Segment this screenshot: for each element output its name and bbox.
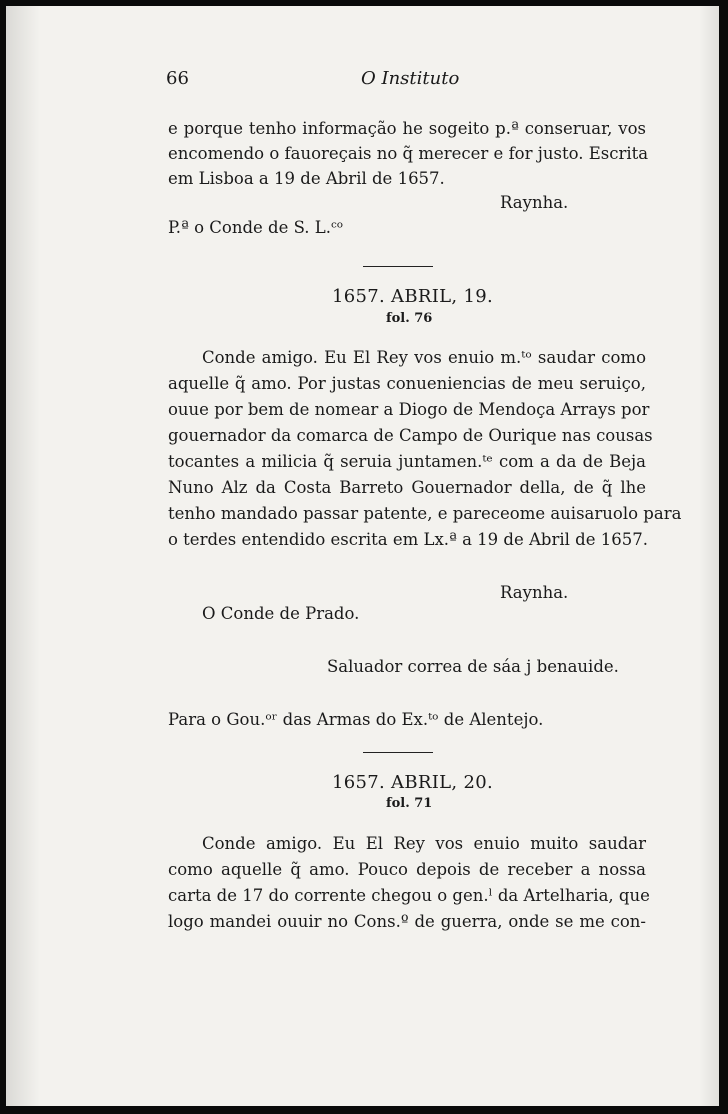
text-line: Conde amigo. Eu El Rey vos enuio m.ᵗᵒ saudar como: [202, 348, 646, 367]
text-line: carta de 17 do corrente chegou o gen.ˡ da Artelharia, que: [168, 886, 650, 905]
folio-reference: fol. 76: [386, 311, 433, 326]
document-page: [6, 6, 719, 1106]
text-line: e porque tenho informação he sogeito p.ª conseruar, vos: [168, 119, 646, 138]
addressee: P.ª o Conde de S. L.ᶜᵒ: [168, 218, 344, 237]
entry-date-heading: 1657. ABRIL, 20.: [332, 772, 493, 793]
folio-reference: fol. 71: [386, 796, 433, 811]
text-line: o terdes entendido escrita em Lx.ª a 19 de Abril de 1657.: [168, 530, 648, 549]
entry-date-heading: 1657. ABRIL, 19.: [332, 286, 493, 307]
addressee: Para o Gou.ᵒʳ das Armas do Ex.ᵗᵒ de Alentejo.: [168, 710, 544, 729]
secretary-signature: Saluador correa de sáa j benauide.: [327, 657, 619, 676]
page-number: 66: [166, 68, 189, 89]
text-line: tocantes a milicia q̃ seruia juntamen.ᵗᵉ com a da de Beja: [168, 452, 646, 471]
text-line: aquelle q̃ amo. Por justas conueniencias de meu seruiço,: [168, 374, 646, 393]
section-divider: [363, 266, 433, 267]
signature: Raynha.: [500, 193, 569, 212]
countersign-name: O Conde de Prado.: [202, 604, 360, 623]
signature: Raynha.: [500, 583, 569, 602]
section-divider: [363, 752, 433, 753]
text-line: em Lisboa a 19 de Abril de 1657.: [168, 169, 445, 188]
text-line: gouernador da comarca de Campo de Ourique nas cousas: [168, 426, 653, 445]
text-line: encomendo o fauoreçais no q̃ merecer e for justo. Escrita: [168, 144, 649, 163]
running-title: O Instituto: [361, 68, 460, 89]
text-line: tenho mandado passar patente, e pareceome auisaruolo para: [168, 504, 682, 523]
text-line: logo mandei ouuir no Cons.º de guerra, onde se me con-: [168, 912, 646, 931]
page-header: [166, 68, 646, 92]
scan-shadow-right: [699, 6, 719, 1106]
text-line: ouue por bem de nomear a Diogo de Mendoça Arrays por: [168, 400, 650, 419]
text-line: Conde amigo. Eu El Rey vos enuio muito saudar: [202, 834, 646, 853]
text-line: Nuno Alz da Costa Barreto Gouernador della, de q̃ lhe: [168, 478, 646, 497]
scan-shadow-left: [6, 6, 40, 1106]
text-line: como aquelle q̃ amo. Pouco depois de receber a nossa: [168, 860, 646, 879]
